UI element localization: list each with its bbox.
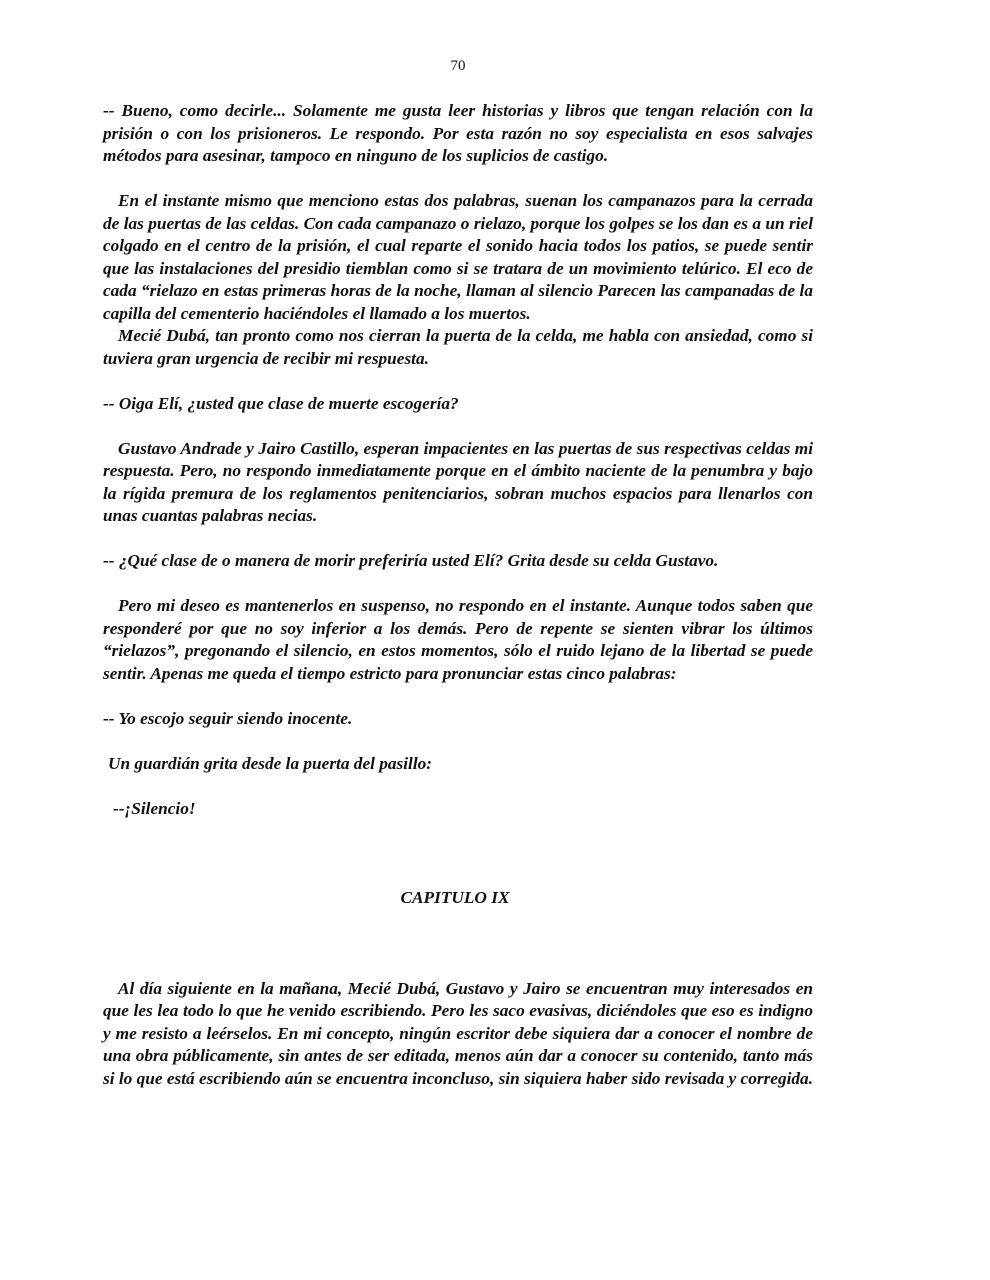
paragraph-dialogue-que-clase: -- ¿Qué clase de o manera de morir preferiría usted Elí? Grita desde su celda Gustavo. bbox=[103, 551, 719, 570]
paragraph-dialogue-silencio: --¡Silencio! bbox=[113, 798, 196, 818]
document-body bbox=[103, 100, 813, 1090]
chapter-title: CAPITULO IX bbox=[400, 888, 510, 907]
paragraph-dialogue-inocente: -- Yo escojo seguir siendo inocente. bbox=[103, 708, 353, 728]
page-number: 70 bbox=[450, 58, 466, 74]
paragraph-gustavo-jairo: Gustavo Andrade y Jairo Castillo, esperan impacientes en las puertas de sus respectivas celdas mi respuesta. Pero, no respondo inmediatamente porque en el ámbito naciente de la penumbra y bajo la rígida premura de los reglamentos penitenciarios, sobran muchos espacios para llenarlos con unas cuantas palabras necias. bbox=[103, 438, 813, 525]
paragraph-guardian: Un guardián grita desde la puerta del pasillo: bbox=[108, 753, 433, 773]
paragraph-campanazos: En el instante mismo que menciono estas dos palabras, suenan los campanazos para la cerrada de las puertas de las celdas. Con cada campanazo o rielazo, porque los golpes se los dan es a un riel colgado en el centro de la prisión, el cual reparte el sonido hacia todos los patios, se puede sentir que las instalaciones del presidio tiemblan como si se tratara de un movimiento telúrico. El eco de cada “rielazo en estas primeras horas de la noche, llaman al silencio Parecen las campanadas de la capilla del cementerio haciéndoles el llamado a los muertos. bbox=[103, 191, 813, 323]
paragraph-mecie-duba: Mecié Dubá, tan pronto como nos cierran la puerta de la celda, me habla con ansiedad, como si tuviera gran urgencia de recibir mi respuesta. bbox=[103, 326, 813, 368]
paragraph-dialogue-oiga: -- Oiga Elí, ¿usted que clase de muerte escogería? bbox=[103, 393, 459, 413]
paragraph-dia-siguiente: Al día siguiente en la mañana, Mecié Dubá, Gustavo y Jairo se encuentran muy interesados en que les lea todo lo que he venido escribiendo. Pero les saco evasivas, diciéndoles que eso es indigno y me resisto a leérselos. En mi concepto, ningún escritor debe siquiera dar a conocer el nombre de una obra públicamente, sin antes de ser editada, menos aún dar a conocer su contenido, tanto más si lo que está escribiendo aún se encuentra inconcluso, sin siquiera haber sido revisada y corregida. bbox=[103, 978, 814, 1088]
paragraph-dialogue-bueno: -- Bueno, como decirle... Solamente me gusta leer historias y libros que tengan relación con la prisión o con los prisioneros. Le respondo. Por esta razón no soy especialista en esos salvajes métodos para asesinar, tampoco en ninguno de los suplicios de castigo. bbox=[103, 101, 813, 165]
paragraph-suspenso: Pero mi deseo es mantenerlos en suspenso, no respondo en el instante. Aunque todos saben que responderé por que no soy inferior a los demás. Pero de repente se sienten vibrar los últimos “rielazos”, pregonando el silencio, en estos momentos, sólo el ruido lejano de la libertad se puede sentir. Apenas me queda el tiempo estricto para pronunciar estas cinco palabras: bbox=[103, 596, 813, 683]
